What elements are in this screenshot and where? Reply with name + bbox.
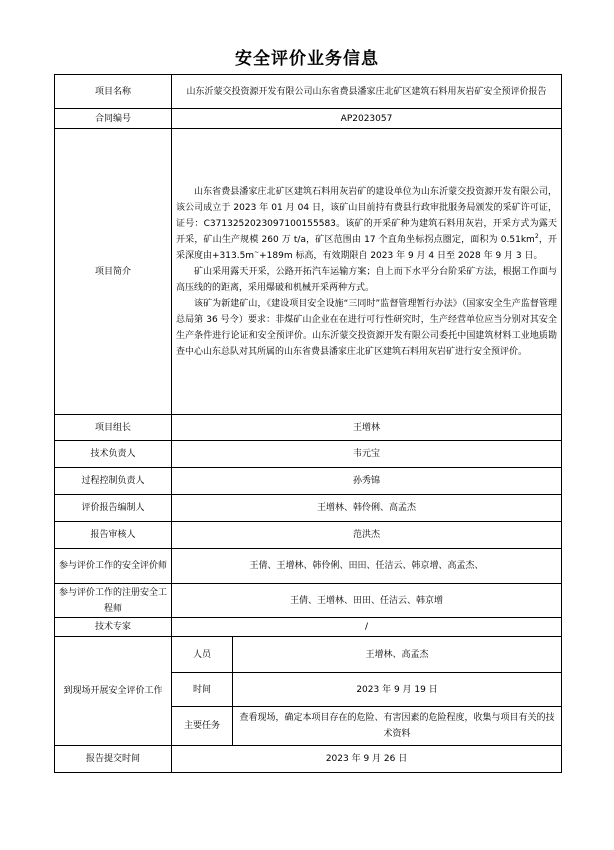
tech-lead-label: 技术负责人	[55, 441, 172, 468]
row-site-personnel	[55, 637, 562, 673]
process-control-label: 过程控制负责人	[55, 468, 172, 495]
intro-paragraph-3: 该矿为新建矿山，《建设项目安全设施“三同时”监督管理暂行办法》（国家安全生产监督管理总局第 36 号令）要求：非煤矿山企业在在进行可行性研究时，生产经营单位应当分别对其安全生产条件进行论证和安全预评价。山东沂蒙交投资源开发有限公司委托中国建筑材料工业地质勘查中心山东总队对其所属的山东省费县潘家庄北矿区建筑石料用灰岩矿进行安全预评价。	[176, 298, 558, 357]
row-safety-engineers	[55, 584, 562, 618]
tech-experts-label: 技术专家	[55, 618, 172, 637]
safety-engineers-label: 参与评价工作的注册安全工程师	[55, 584, 172, 618]
report-authors-value: 王增林、韩伶俐、高孟杰	[172, 495, 562, 522]
tech-experts-value: /	[172, 618, 562, 637]
site-personnel-label: 人员	[172, 637, 233, 673]
info-table	[54, 74, 562, 773]
site-work-label: 到现场开展安全评价工作	[55, 637, 172, 746]
contract-no-label: 合同编号	[55, 109, 172, 129]
contract-no-value: AP2023057	[172, 109, 562, 129]
site-task-value: 查看现场，确定本项目存在的危险、有害因素的危险程度，收集与项目有关的技术资料	[233, 707, 562, 746]
intro-paragraph-2: 矿山采用露天开采，公路开拓汽车运输方案；自上而下水平分台阶采矿方法，根据工作面与高压线的的距离，采用爆破和机械开采两种方式。	[176, 266, 558, 293]
safety-engineers-value: 王倩、王增林、田田、任洁云、韩京增	[172, 584, 562, 618]
report-authors-label: 评价报告编制人	[55, 495, 172, 522]
submit-time-value: 2023 年 9 月 26 日	[172, 746, 562, 773]
intro-paragraph-1: 山东省费县潘家庄北矿区建筑石料用灰岩矿的建设单位为山东沂蒙交投资源开发有限公司，该公司成立于 2023 年 01 月 04 日，该矿山目前持有费县行政审批服务局颁发的采矿许可证，证号：C3713252023097100155583。该矿的开采矿种为建筑石料用灰岩，开采方式为露天开采，矿山生产规模 260 万 t/a，矿区范围由 17 个直角坐标拐点圈定，面积为 $0.51km^2$，开采深度由+313.5m~+189m 标高，有效期限自 2023 年 9 月 4 日至 2028 年 9 月 3 日。	[176, 186, 558, 261]
row-submit-time	[55, 746, 562, 773]
project-intro-label: 项目简介	[55, 129, 172, 415]
report-reviewer-label: 报告审核人	[55, 522, 172, 549]
row-safety-assessors	[55, 549, 562, 584]
row-contract-no	[55, 109, 562, 129]
safety-assessors-value: 王倩、王增林、韩伶俐、田田、任洁云、韩京增、高孟杰、	[172, 549, 562, 584]
safety-assessors-label: 参与评价工作的安全评价师	[55, 549, 172, 584]
site-personnel-value: 王增林、高孟杰	[233, 637, 562, 673]
project-intro-text	[172, 129, 562, 415]
project-name-label: 项目名称	[55, 75, 172, 109]
submit-time-label: 报告提交时间	[55, 746, 172, 773]
process-control-value: 孙秀锦	[172, 468, 562, 495]
project-name-value: 山东沂蒙交投资源开发有限公司山东省费县潘家庄北矿区建筑石料用灰岩矿安全预评价报告	[172, 75, 562, 109]
row-process-control	[55, 468, 562, 495]
row-team-leader	[55, 415, 562, 441]
row-project-name	[55, 75, 562, 109]
site-time-value: 2023 年 9 月 19 日	[233, 673, 562, 707]
row-tech-experts	[55, 618, 562, 637]
team-leader-label: 项目组长	[55, 415, 172, 441]
row-project-intro	[55, 129, 562, 415]
row-tech-lead	[55, 441, 562, 468]
row-report-reviewer	[55, 522, 562, 549]
site-task-label: 主要任务	[172, 707, 233, 746]
tech-lead-value: 韦元宝	[172, 441, 562, 468]
report-reviewer-value: 范洪杰	[172, 522, 562, 549]
site-time-label: 时间	[172, 673, 233, 707]
row-report-authors	[55, 495, 562, 522]
team-leader-value: 王增林	[172, 415, 562, 441]
page-title: 安全评价业务信息	[235, 49, 379, 69]
